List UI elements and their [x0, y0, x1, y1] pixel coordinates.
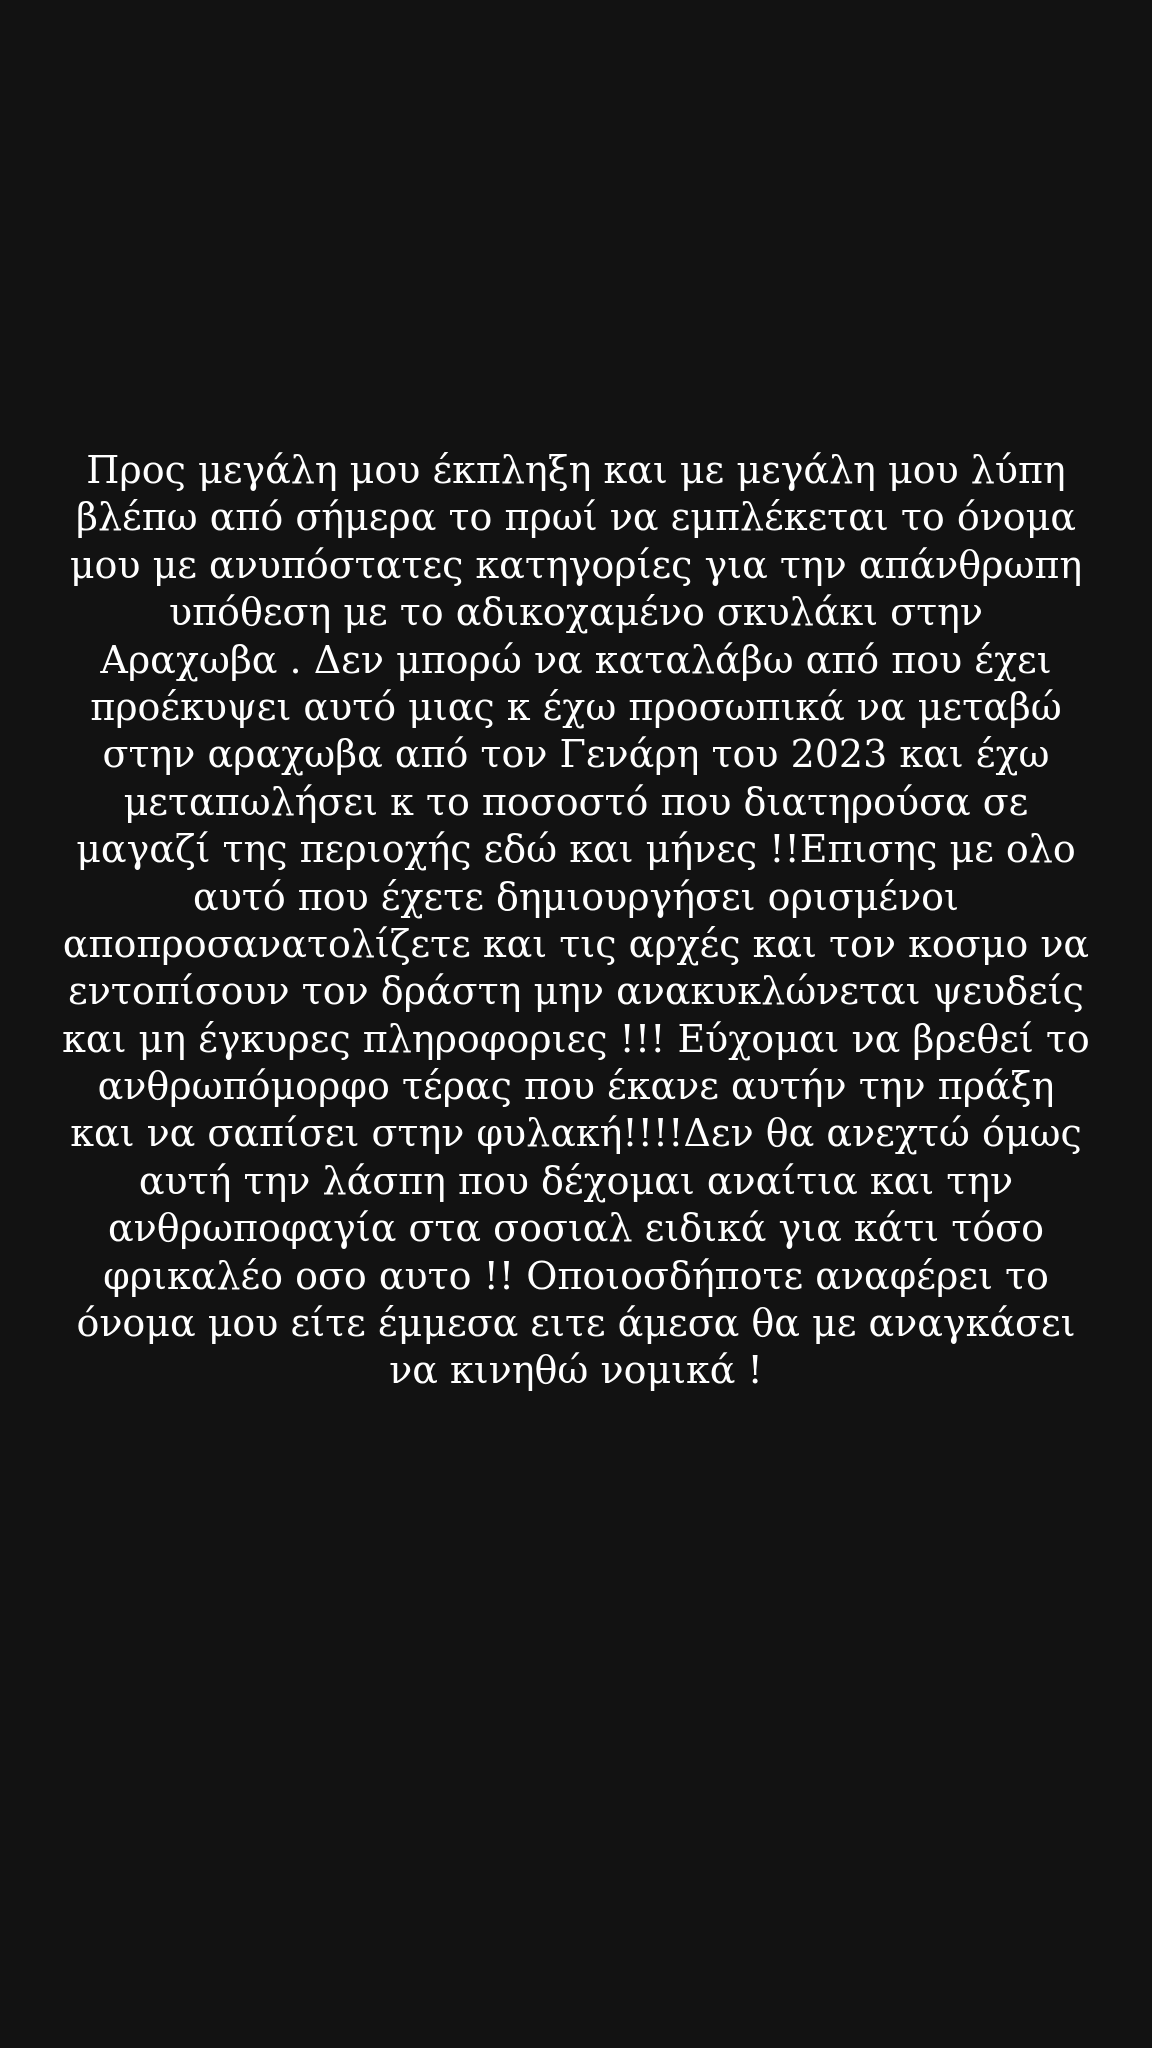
story-text-line: προέκυψει αυτό μιας κ έχω προσωπικά να μεταβώ [90, 684, 1062, 729]
story-text-line: Προς μεγάλη μου έκπληξη και με μεγάλη μου λύπη [86, 448, 1066, 492]
story-text-line: αποπροσανατολίζετε και τις αρχές και τον κοσμο να [62, 921, 1090, 966]
story-text-line: να κινηθώ νομικά ! [389, 1348, 763, 1393]
story-text-line: όνομα μου είτε έμμεσα ειτε άμεσα θα με αναγκάσει [76, 1301, 1076, 1346]
story-text-line: στην αραχωβα από τον Γενάρη του 2023 και έχω [102, 732, 1050, 777]
story-text-line: μεταπωλήσει κ το ποσοστό που διατηρούσα σε [123, 779, 1029, 824]
story-text-line: Αραχωβα . Δεν μπορώ να καταλάβω από που έχει [100, 637, 1052, 682]
story-text-line: και να σαπίσει στην φυλακή!!!!Δεν θα ανεχτώ όμως [70, 1111, 1082, 1156]
story-text-line: φρικαλέο οσο αυτο !! Οποιοσδήποτε αναφέρει το [103, 1253, 1049, 1298]
story-text-line: υπόθεση με το αδικοχαμένο σκυλάκι στην [168, 590, 984, 635]
story-text-line: και μη έγκυρες πληροφοριες !!! Εύχομαι να βρεθεί το [62, 1016, 1090, 1061]
story-text-line: ανθρωποφαγία στα σοσιαλ ειδικά για κάτι τόσο [108, 1206, 1044, 1251]
story-text-line: αυτή την λάσπη που δέχομαι αναίτια και την [138, 1158, 1014, 1203]
story-text-line: βλέπω από σήμερα το πρωί να εμπλέκεται το όνομα [75, 495, 1077, 540]
story-text-line: μου με ανυπόστατες κατηγορίες για την απάνθρωπη [69, 542, 1083, 587]
story-text-line: εντοπίσουν τον δράστη μην ανακυκλώνεται ψευδείς [68, 969, 1084, 1014]
story-text [30, 447, 1122, 1395]
story-text-line: ανθρωπόμορφο τέρας που έκανε αυτήν την πράξη [97, 1064, 1055, 1109]
story-text-line: αυτό που έχετε δημιουργήσει ορισμένοι [193, 874, 959, 919]
story-text-line: μαγαζί της περιοχής εδώ και μήνες !!Επισης με ολο [76, 827, 1076, 872]
